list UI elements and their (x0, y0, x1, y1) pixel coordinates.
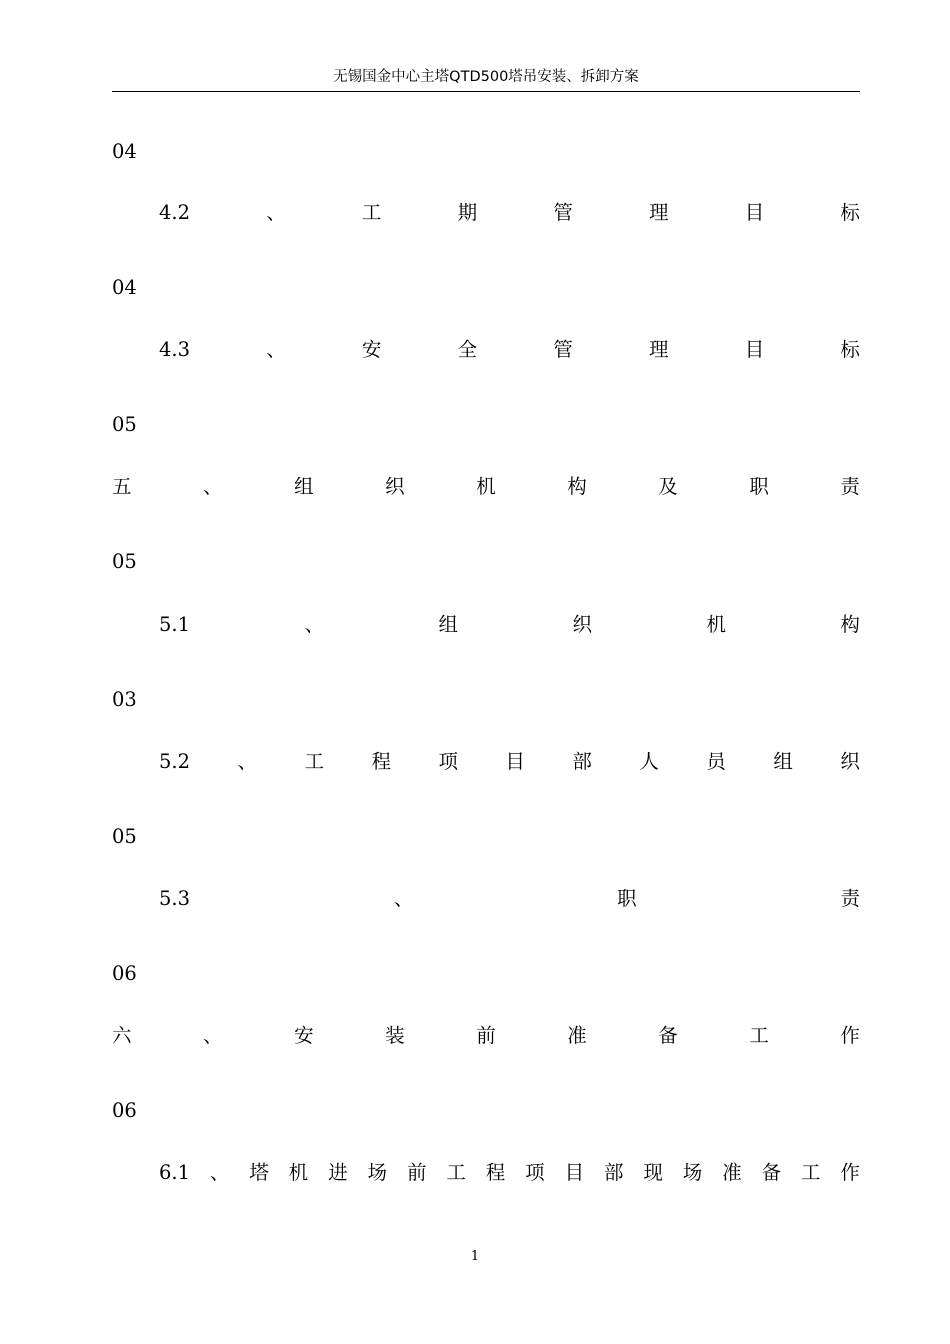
toc-cell: 构 (567, 475, 587, 498)
toc-page-number: 04 (112, 276, 137, 299)
toc-cell: 织 (385, 475, 405, 498)
toc-entry-4-3[interactable] (159, 335, 860, 365)
page-header (112, 64, 860, 92)
toc-cell: 构 (840, 613, 860, 636)
toc-cell: 工 (304, 750, 324, 773)
page-number (0, 1248, 950, 1266)
toc-cell: 目 (744, 201, 765, 224)
toc-cell: 目 (744, 338, 765, 361)
toc-cell: 程 (485, 1161, 506, 1184)
toc-cell: 前 (406, 1161, 427, 1184)
toc-cell: 员 (706, 750, 726, 773)
toc-cell: 机 (288, 1161, 309, 1184)
toc-cell: 组 (773, 750, 793, 773)
toc-cell: 备 (761, 1161, 782, 1184)
toc-cell: 5.2 (159, 750, 191, 773)
toc-entry-5-1[interactable] (159, 610, 860, 640)
toc-cell: 职 (749, 475, 769, 498)
toc-cell: 目 (564, 1161, 585, 1184)
toc-cell: 项 (525, 1161, 545, 1184)
toc-cell: 安 (294, 1024, 314, 1047)
toc-cell: 责 (840, 475, 860, 498)
page-number-text: 1 (470, 1249, 480, 1264)
toc-cell: 全 (457, 338, 478, 361)
toc-cell: 备 (658, 1024, 678, 1047)
toc-cell: 项 (438, 750, 458, 773)
toc-page-number: 05 (112, 550, 137, 573)
toc-page-ref (112, 822, 860, 852)
toc-cell: 职 (617, 887, 637, 910)
toc-cell: 责 (840, 887, 860, 910)
toc-cell: 组 (438, 613, 458, 636)
toc-cell: 、 (304, 613, 324, 636)
toc-cell: 5.1 (159, 613, 191, 636)
toc-entry-5-3[interactable] (159, 884, 860, 914)
toc-cell: 期 (457, 201, 478, 224)
toc-cell: 部 (603, 1161, 624, 1184)
toc-page-ref (112, 685, 860, 715)
toc-cell: 组 (294, 475, 314, 498)
toc-entry-6-1[interactable] (159, 1158, 860, 1188)
toc-cell: 准 (567, 1024, 587, 1047)
toc-cell: 、 (393, 887, 414, 910)
toc-page-ref (112, 273, 860, 303)
toc-page-number: 05 (112, 413, 137, 436)
toc-cell: 、 (266, 201, 286, 224)
toc-cell: 前 (476, 1024, 496, 1047)
toc-page-number: 06 (112, 1099, 137, 1122)
toc-cell: 现 (643, 1161, 663, 1184)
toc-cell: 场 (682, 1161, 703, 1184)
toc-cell: 安 (361, 338, 382, 361)
toc-cell: 管 (553, 338, 573, 361)
toc-entry-6[interactable] (112, 1021, 860, 1051)
document-title: 无锡国金中心主塔QTD500塔吊安装、拆卸方案 (333, 69, 639, 85)
toc-cell: 、 (237, 750, 257, 773)
toc-cell: 工 (446, 1161, 466, 1184)
toc-entry-5-2[interactable] (159, 747, 860, 777)
toc-cell: 标 (840, 201, 860, 224)
toc-page-number: 04 (112, 140, 137, 163)
toc-cell: 管 (553, 201, 573, 224)
toc-cell: 工 (749, 1024, 769, 1047)
toc-cell: 、 (266, 338, 286, 361)
toc-cell: 人 (639, 750, 659, 773)
toc-page-ref (112, 959, 860, 989)
toc-cell: 进 (328, 1161, 348, 1184)
toc-cell: 程 (371, 750, 391, 773)
toc-page-number: 05 (112, 825, 137, 848)
toc-cell: 场 (367, 1161, 388, 1184)
toc-page-ref (112, 1096, 860, 1126)
toc-page-number: 06 (112, 962, 137, 985)
toc-cell: 装 (385, 1024, 405, 1047)
toc-cell: 4.2 (159, 201, 191, 224)
toc-cell: 理 (649, 201, 669, 224)
toc-cell: 、 (209, 1161, 230, 1184)
toc-cell: 理 (649, 338, 669, 361)
toc-cell: 塔 (249, 1161, 269, 1184)
toc-cell: 六 (112, 1024, 132, 1047)
toc-page-ref (112, 137, 860, 167)
toc-cell: 4.3 (159, 338, 191, 361)
toc-cell: 及 (658, 475, 678, 498)
toc-cell: 工 (361, 201, 382, 224)
toc-cell: 目 (505, 750, 525, 773)
toc-cell: 准 (722, 1161, 742, 1184)
toc-cell: 机 (476, 475, 496, 498)
toc-cell: 6.1 (159, 1161, 191, 1184)
toc-cell: 部 (572, 750, 592, 773)
toc-cell: 5.3 (159, 887, 191, 910)
toc-page-ref (112, 410, 860, 440)
toc-cell: 标 (840, 338, 860, 361)
toc-cell: 、 (203, 475, 223, 498)
toc-page-ref (112, 547, 860, 577)
toc-cell: 织 (572, 613, 592, 636)
toc-cell: 工 (801, 1161, 821, 1184)
toc-cell: 作 (840, 1161, 860, 1184)
toc-entry-4-2[interactable] (159, 198, 860, 228)
toc-cell: 、 (203, 1024, 223, 1047)
toc-cell: 机 (706, 613, 726, 636)
toc-entry-5[interactable] (112, 472, 860, 502)
toc-page-number: 03 (112, 688, 137, 711)
toc-cell: 五 (112, 475, 132, 498)
toc-cell: 织 (840, 750, 860, 773)
toc-cell: 作 (840, 1024, 860, 1047)
